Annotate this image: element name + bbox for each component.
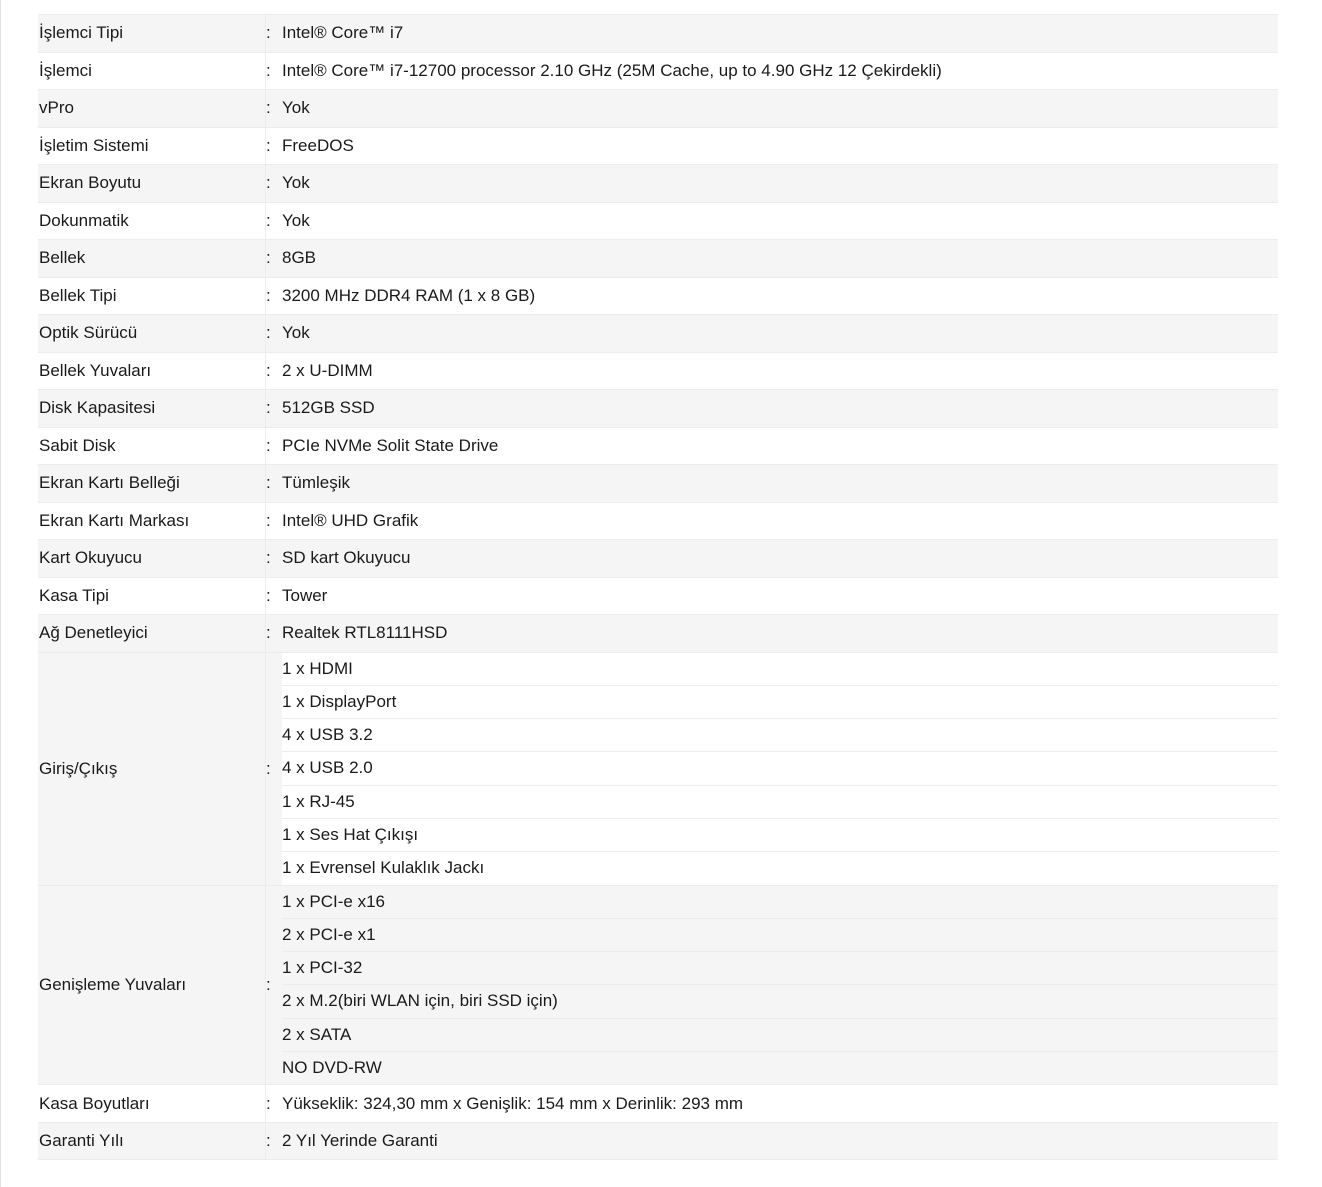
spec-row-kart-okuyucu [38, 540, 1278, 578]
spec-separator: : [266, 277, 283, 315]
page-left-border [0, 0, 1, 1187]
spec-value: 2 x U-DIMM [282, 352, 1278, 390]
spec-label: Giriş/Çıkış [38, 652, 266, 885]
spec-row-ekran-karti-bellegi [38, 465, 1278, 503]
spec-value: Intel® Core™ i7 [282, 15, 1278, 53]
spec-value: Realtek RTL8111HSD [282, 615, 1278, 653]
spec-separator: : [266, 540, 283, 578]
spec-row-bellek-yuvalari [38, 352, 1278, 390]
spec-separator: : [266, 577, 283, 615]
spec-value: Tümleşik [282, 465, 1278, 503]
spec-label: Bellek Yuvaları [38, 352, 266, 390]
spec-label: Ekran Boyutu [38, 165, 266, 203]
list-item: 1 x RJ-45 [282, 786, 1278, 819]
spec-value: Yok [282, 165, 1278, 203]
spec-label: Bellek Tipi [38, 277, 266, 315]
spec-separator: : [266, 315, 283, 353]
spec-label: Disk Kapasitesi [38, 390, 266, 428]
spec-separator: : [266, 352, 283, 390]
spec-value: 3200 MHz DDR4 RAM (1 x 8 GB) [282, 277, 1278, 315]
list-item: 1 x PCI-32 [282, 952, 1278, 985]
spec-row-islemci [38, 52, 1278, 90]
spec-value: 512GB SSD [282, 390, 1278, 428]
spec-value: Yükseklik: 324,30 mm x Genişlik: 154 mm x Derinlik: 293 mm [282, 1085, 1278, 1123]
spec-value: Yok [282, 90, 1278, 128]
spec-separator: : [266, 885, 283, 1085]
spec-label: Garanti Yılı [38, 1122, 266, 1160]
spec-label: Genişleme Yuvaları [38, 885, 266, 1085]
spec-label: Kasa Tipi [38, 577, 266, 615]
spec-value: Yok [282, 315, 1278, 353]
list-item: NO DVD-RW [282, 1052, 1278, 1084]
spec-label: vPro [38, 90, 266, 128]
spec-value: PCIe NVMe Solit State Drive [282, 427, 1278, 465]
spec-separator: : [266, 390, 283, 428]
spec-value: Intel® UHD Grafik [282, 502, 1278, 540]
spec-row-genisleme-yuvalari [38, 885, 1278, 1085]
spec-row-giris-cikis [38, 652, 1278, 885]
spec-value: 2 Yıl Yerinde Garanti [282, 1122, 1278, 1160]
spec-label: Ekran Kartı Markası [38, 502, 266, 540]
spec-separator: : [266, 1085, 283, 1123]
list-item: 1 x Ses Hat Çıkışı [282, 819, 1278, 852]
spec-row-disk-kapasitesi [38, 390, 1278, 428]
spec-row-bellek [38, 240, 1278, 278]
spec-value: FreeDOS [282, 127, 1278, 165]
list-item: 2 x PCI-e x1 [282, 919, 1278, 952]
spec-separator: : [266, 165, 283, 203]
spec-separator: : [266, 90, 283, 128]
spec-separator: : [266, 127, 283, 165]
spec-separator: : [266, 465, 283, 503]
spec-row-optik-surucu [38, 315, 1278, 353]
list-item: 1 x HDMI [282, 653, 1278, 686]
spec-label: Kart Okuyucu [38, 540, 266, 578]
spec-label: Ekran Kartı Belleği [38, 465, 266, 503]
spec-row-islemci-tipi [38, 15, 1278, 53]
spec-row-dokunmatik [38, 202, 1278, 240]
spec-label: Bellek [38, 240, 266, 278]
spec-label: Dokunmatik [38, 202, 266, 240]
spec-row-garanti-yili [38, 1122, 1278, 1160]
spec-row-bellek-tipi [38, 277, 1278, 315]
spec-row-ag-denetleyici [38, 615, 1278, 653]
list-item: 1 x Evrensel Kulaklık Jackı [282, 852, 1278, 884]
spec-row-vpro [38, 90, 1278, 128]
spec-separator: : [266, 1122, 283, 1160]
spec-label: İşlemci [38, 52, 266, 90]
list-item: 4 x USB 2.0 [282, 752, 1278, 785]
list-item: 2 x M.2(biri WLAN için, biri SSD için) [282, 985, 1278, 1018]
spec-label: Optik Sürücü [38, 315, 266, 353]
spec-row-kasa-tipi [38, 577, 1278, 615]
spec-separator: : [266, 240, 283, 278]
spec-label: Sabit Disk [38, 427, 266, 465]
io-port-list [282, 652, 1278, 885]
spec-row-isletim-sistemi [38, 127, 1278, 165]
list-item: 4 x USB 3.2 [282, 719, 1278, 752]
spec-separator: : [266, 202, 283, 240]
spec-separator: : [266, 15, 283, 53]
spec-label: İşlemci Tipi [38, 15, 266, 53]
spec-value: Yok [282, 202, 1278, 240]
spec-table [38, 14, 1278, 1160]
spec-label: Ağ Denetleyici [38, 615, 266, 653]
spec-value: SD kart Okuyucu [282, 540, 1278, 578]
spec-value: Tower [282, 577, 1278, 615]
list-item: 1 x DisplayPort [282, 686, 1278, 719]
spec-row-ekran-boyutu [38, 165, 1278, 203]
spec-separator: : [266, 615, 283, 653]
spec-value: 8GB [282, 240, 1278, 278]
spec-separator: : [266, 652, 283, 885]
spec-separator: : [266, 502, 283, 540]
spec-row-sabit-disk [38, 427, 1278, 465]
spec-row-kasa-boyutlari [38, 1085, 1278, 1123]
spec-separator: : [266, 52, 283, 90]
spec-separator: : [266, 427, 283, 465]
list-item: 2 x SATA [282, 1019, 1278, 1052]
spec-value: Intel® Core™ i7-12700 processor 2.10 GHz (25M Cache, up to 4.90 GHz 12 Çekirdekli) [282, 52, 1278, 90]
spec-row-ekran-karti-markasi [38, 502, 1278, 540]
list-item: 1 x PCI-e x16 [282, 886, 1278, 919]
expansion-slot-list [282, 885, 1278, 1085]
spec-label: İşletim Sistemi [38, 127, 266, 165]
spec-label: Kasa Boyutları [38, 1085, 266, 1123]
